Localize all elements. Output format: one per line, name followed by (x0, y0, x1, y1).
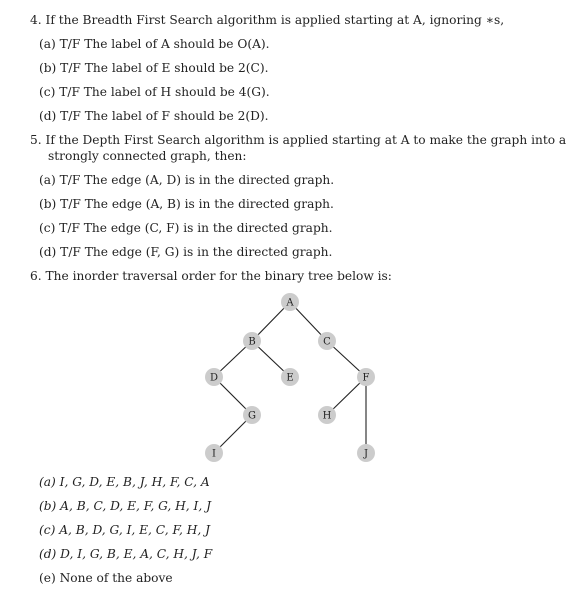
question-5-stem-continued: strongly connected graph, then: (48, 149, 247, 163)
tree-node-label: H (322, 410, 332, 422)
q6-option-a: (a) I, G, D, E, B, J, H, F, C, A (39, 475, 210, 489)
q6-option-e: (e) None of the above (39, 571, 173, 585)
tree-node-label: C (323, 336, 331, 348)
tree-node-e (281, 368, 299, 386)
tree-node-label: E (286, 372, 294, 384)
binary-tree-diagram (190, 290, 390, 470)
q4-option-b: (b) T/F The label of E should be 2(C). (39, 61, 269, 75)
tree-node-label: I (212, 448, 216, 460)
tree-node-label: F (362, 372, 370, 384)
tree-node-a (281, 293, 299, 311)
q5-option-b: (b) T/F The edge (A, B) is in the directed graph. (39, 197, 334, 211)
tree-node-j (357, 444, 375, 462)
question-4-stem: 4. If the Breadth First Search algorithm is applied starting at A, ignoring ∗s, (30, 13, 505, 27)
tree-node-label: J (363, 448, 369, 460)
tree-node-i (205, 444, 223, 462)
tree-node-d (205, 368, 223, 386)
q4-option-c: (c) T/F The label of H should be 4(G). (39, 85, 270, 99)
q5-option-c: (c) T/F The edge (C, F) is in the directed graph. (39, 221, 333, 235)
tree-node-label: D (209, 372, 219, 384)
tree-node-label: B (248, 336, 256, 348)
tree-node-g (243, 406, 261, 424)
q5-option-a: (a) T/F The edge (A, D) is in the directed graph. (39, 173, 335, 187)
q6-option-b: (b) A, B, C, D, E, F, G, H, I, J (39, 499, 211, 513)
question-6-stem: 6. The inorder traversal order for the binary tree below is: (30, 269, 392, 283)
tree-node-b (243, 332, 261, 350)
q4-option-a: (a) T/F The label of A should be O(A). (39, 37, 270, 51)
tree-node-c (318, 332, 336, 350)
tree-node-label: G (248, 410, 256, 422)
q6-option-d: (d) D, I, G, B, E, A, C, H, J, F (39, 547, 213, 561)
question-5-stem: 5. If the Depth First Search algorithm is applied starting at A to make the graph into a (30, 133, 567, 147)
q5-option-d: (d) T/F The edge (F, G) is in the directed graph. (39, 245, 333, 259)
q4-option-d: (d) T/F The label of F should be 2(D). (39, 109, 269, 123)
q6-option-c: (c) A, B, D, G, I, E, C, F, H, J (39, 523, 211, 537)
tree-node-label: A (286, 297, 294, 309)
tree-node-h (318, 406, 336, 424)
tree-node-f (357, 368, 375, 386)
